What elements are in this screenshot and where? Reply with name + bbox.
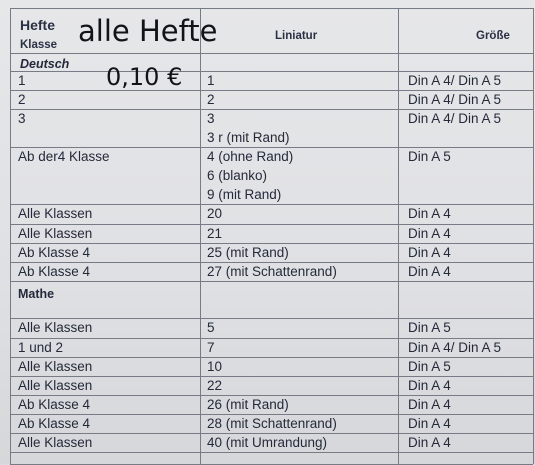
- cell-liniatur: 28 (mit Schattenrand): [207, 416, 337, 431]
- cell-klasse: 2: [18, 92, 26, 107]
- cell-groesse: Din A 4: [408, 264, 451, 279]
- cell-klasse: Alle Klassen: [18, 359, 93, 374]
- cell-liniatur: 21: [207, 226, 223, 241]
- cell-klasse: Ab Klasse 4: [18, 264, 91, 279]
- cell-klasse: Ab Klasse 4: [18, 416, 91, 431]
- header-hefte: Hefte: [20, 17, 56, 33]
- cell-groesse: Din A 5: [408, 359, 451, 374]
- cell-liniatur: 22: [207, 378, 223, 393]
- table-hline: [10, 8, 533, 9]
- table-vline: [533, 8, 534, 464]
- cell-liniatur: 9 (mit Rand): [207, 187, 282, 202]
- cell-groesse: Din A 4/ Din A 5: [408, 73, 502, 88]
- section-deutsch: Deutsch: [20, 57, 70, 71]
- cell-groesse: Din A 4: [408, 226, 451, 241]
- cell-groesse: Din A 4: [408, 378, 451, 393]
- cell-liniatur: 7: [207, 340, 215, 355]
- cell-groesse: Din A 4/ Din A 5: [408, 92, 502, 107]
- table-hline: [10, 281, 533, 282]
- cell-klasse: Alle Klassen: [18, 226, 93, 241]
- cell-liniatur: 26 (mit Rand): [207, 397, 289, 412]
- cell-groesse: Din A 4: [408, 435, 451, 450]
- cell-groesse: Din A 4: [408, 416, 451, 431]
- table-hline: [10, 53, 533, 54]
- cell-liniatur: 40 (mit Umrandung): [207, 435, 328, 450]
- cell-liniatur: 20: [207, 206, 223, 221]
- cell-liniatur: 2: [207, 92, 215, 107]
- table-hline: [10, 452, 533, 453]
- cell-klasse: Ab Klasse 4: [18, 397, 91, 412]
- cell-klasse: Alle Klassen: [18, 206, 93, 221]
- cell-klasse: Alle Klassen: [18, 435, 93, 450]
- cell-liniatur: 25 (mit Rand): [207, 245, 289, 260]
- cell-groesse: Din A 4: [408, 245, 451, 260]
- cell-klasse: Alle Klassen: [18, 320, 93, 335]
- cell-groesse: Din A 4/ Din A 5: [408, 340, 502, 355]
- cell-liniatur: 3: [207, 111, 215, 126]
- cell-liniatur: 4 (ohne Rand): [207, 149, 294, 164]
- header-liniatur: Liniatur: [275, 30, 318, 42]
- cell-groesse: Din A 4/ Din A 5: [408, 111, 502, 126]
- cell-klasse: Ab Klasse 4: [18, 245, 91, 260]
- cell-liniatur: 6 (blanko): [207, 168, 268, 183]
- cell-groesse: Din A 5: [408, 149, 451, 164]
- cell-liniatur: 3 r (mit Rand): [207, 130, 290, 145]
- cell-liniatur: 5: [207, 320, 215, 335]
- cell-klasse: 3: [18, 111, 26, 126]
- cell-groesse: Din A 5: [408, 320, 451, 335]
- header-groesse: Größe: [476, 30, 510, 42]
- cell-klasse: 1: [18, 73, 26, 88]
- cell-klasse: 1 und 2: [18, 340, 64, 355]
- cell-groesse: Din A 4: [408, 206, 451, 221]
- cell-klasse: Alle Klassen: [18, 378, 93, 393]
- cell-liniatur: 10: [207, 359, 223, 374]
- cell-liniatur: 1: [207, 73, 215, 88]
- section-mathe: Mathe: [18, 287, 55, 301]
- annotation-price: 0,10 €: [106, 63, 183, 91]
- annotation-alle-hefte: alle Hefte: [78, 14, 218, 48]
- cell-klasse: Ab der4 Klasse: [18, 149, 110, 164]
- cell-liniatur: 27 (mit Schattenrand): [207, 264, 337, 279]
- header-klasse: Klasse: [20, 39, 58, 51]
- cell-groesse: Din A 4: [408, 397, 451, 412]
